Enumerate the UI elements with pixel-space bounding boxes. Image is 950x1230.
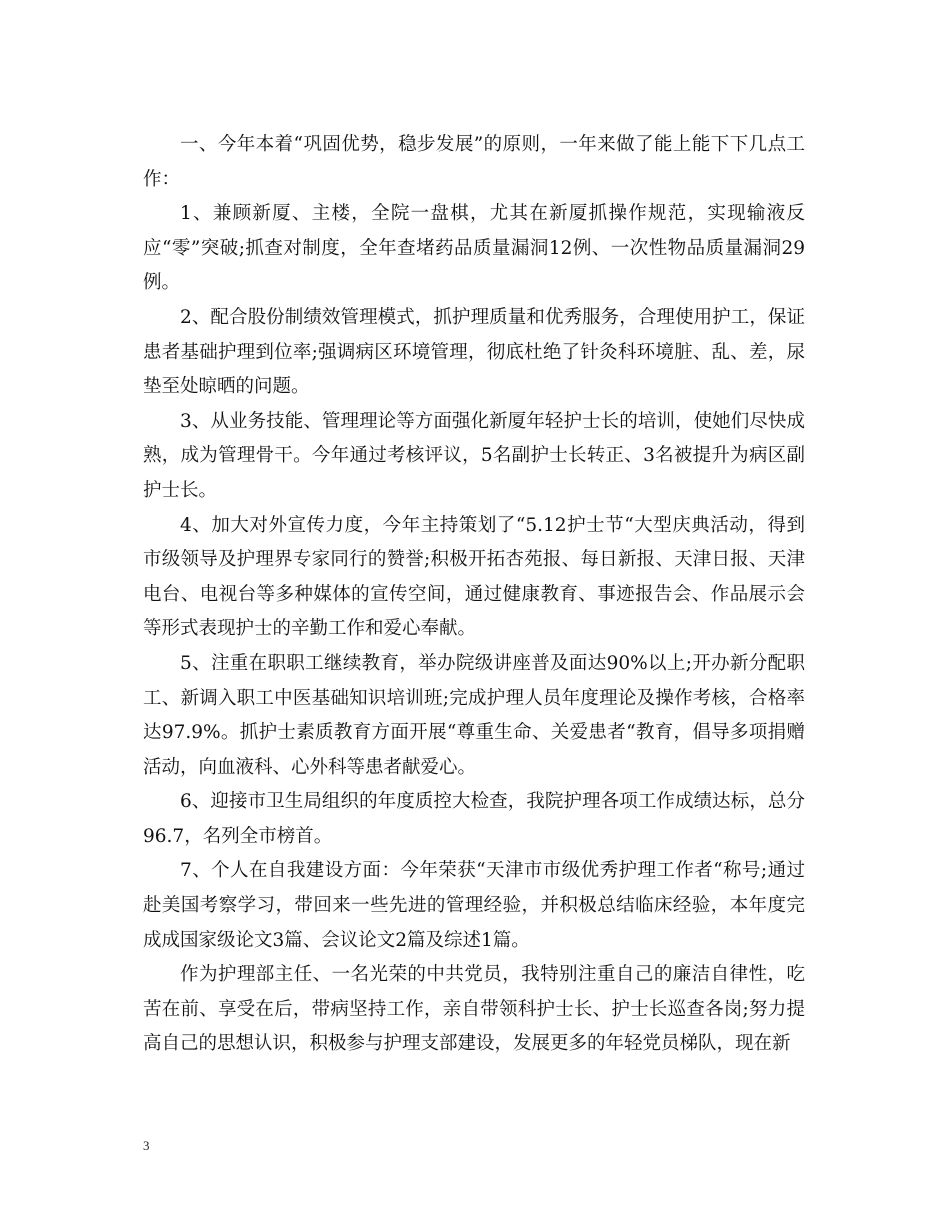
paragraph-item-3: 3、从业务技能、管理理论等方面强化新厦年轻护士长的培训，使她们尽快成熟，成为管理骨干。今年通过考核评议，5名副护士长转正、3名被提升为病区副护士长。 bbox=[143, 410, 805, 501]
page-number: 3 bbox=[143, 1138, 150, 1153]
paragraph-item-6: 6、迎接市卫生局组织的年度质控大检查，我院护理各项工作成绩达标，总分96.7，名列全市榜首。 bbox=[143, 791, 805, 847]
paragraph-item-5: 5、注重在职职工继续教育，举办院级讲座普及面达90%以上;开办新分配职工、新调入职工中医基础知识培训班;完成护理人员年度理论及操作考核，合格率达97.9%。抓护士素质教育方面开展“尊重生命、关爱患者“教育，倡导多项捐赠活动，向血液科、心外科等患者献爱心。 bbox=[143, 652, 805, 778]
paragraph-closing: 作为护理部主任、一名光荣的中共党员，我特别注重自己的廉洁自律性，吃苦在前、享受在后，带病坚持工作，亲自带领科护士长、护士长巡查各岗;努力提高自己的思想认识，积极参与护理支部建设，发展更多的年轻党员梯队，现在新 bbox=[143, 964, 805, 1055]
paragraph-item-7: 7、个人在自我建设方面：今年荣获“天津市市级优秀护理工作者“称号;通过赴美国考察学习，带回来一些先进的管理经验，并积极总结临床经验，本年度完成成国家级论文3篇、会议论文2篇及综述1篇。 bbox=[143, 860, 805, 951]
paragraph-item-2: 2、配合股份制绩效管理模式，抓护理质量和优秀服务，合理使用护工，保证患者基础护理到位率;强调病区环境管理，彻底杜绝了针灸科环境脏、乱、差，尿垫至处晾晒的问题。 bbox=[143, 306, 805, 398]
paragraph-intro: 一、今年本着“巩固优势，稳步发展”的原则，一年来做了能上能下下几点工作： bbox=[143, 134, 805, 190]
paragraph-item-1: 1、兼顾新厦、主楼，全院一盘棋，尤其在新厦抓操作规范，实现输液反应“零”突破;抓查对制度，全年查堵药品质量漏洞12例、一次性物品质量漏洞29例。 bbox=[143, 203, 805, 294]
document-body bbox=[143, 128, 805, 1062]
paragraph-item-4: 4、加大对外宣传力度，今年主持策划了“5.12护士节“大型庆典活动，得到市级领导及护理界专家同行的赞誉;积极开拓杏苑报、每日新报、天津日报、天津电台、电视台等多种媒体的宣传空间，通过健康教育、事迹报告会、作品展示会等形式表现护士的辛勤工作和爱心奉献。 bbox=[143, 514, 805, 640]
